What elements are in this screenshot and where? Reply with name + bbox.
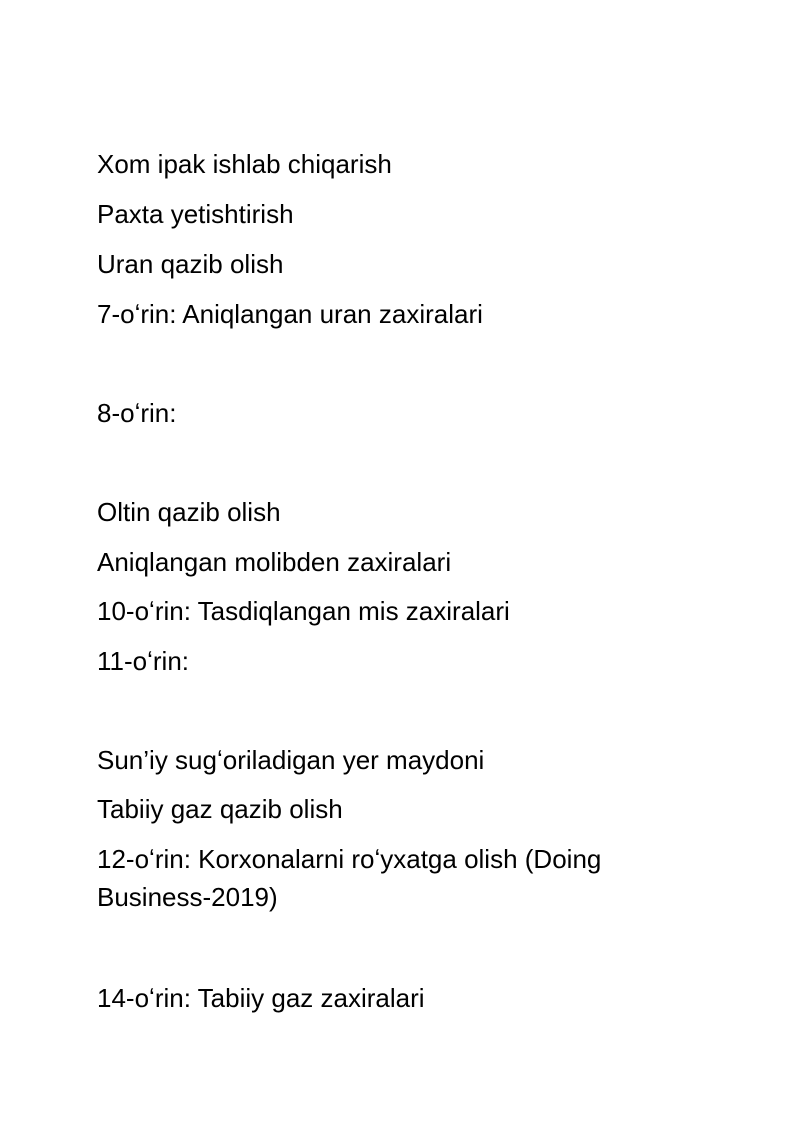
text-line-gold-mining: Oltin qazib olish <box>97 497 281 527</box>
text-line-rank-7: 7-oʻrin: Aniqlangan uran zaxiralari <box>97 299 483 329</box>
text-line-irrigated-land: Sun’iy sugʻoriladigan yer maydoni <box>97 745 485 775</box>
text-line-rank-10: 10-oʻrin: Tasdiqlangan mis zaxiralari <box>97 596 510 626</box>
text-line-silk-production: Xom ipak ishlab chiqarish <box>97 149 392 179</box>
text-line-molybdenum-reserves: Aniqlangan molibden zaxiralari <box>97 547 452 577</box>
text-line-rank-14: 14-oʻrin: Tabiiy gaz zaxiralari <box>97 983 425 1013</box>
text-line-rank-11: 11-oʻrin: <box>97 646 190 676</box>
text-line-rank-8: 8-oʻrin: <box>97 398 177 428</box>
text-line-gas-production: Tabiiy gaz qazib olish <box>97 794 343 824</box>
text-line-uranium-mining: Uran qazib olish <box>97 249 284 279</box>
text-line-rank-12: 12-oʻrin: Korxonalarni roʻyxatga olish (Doing Business-2019) <box>97 844 602 912</box>
text-line-cotton-growing: Paxta yetishtirish <box>97 199 294 229</box>
